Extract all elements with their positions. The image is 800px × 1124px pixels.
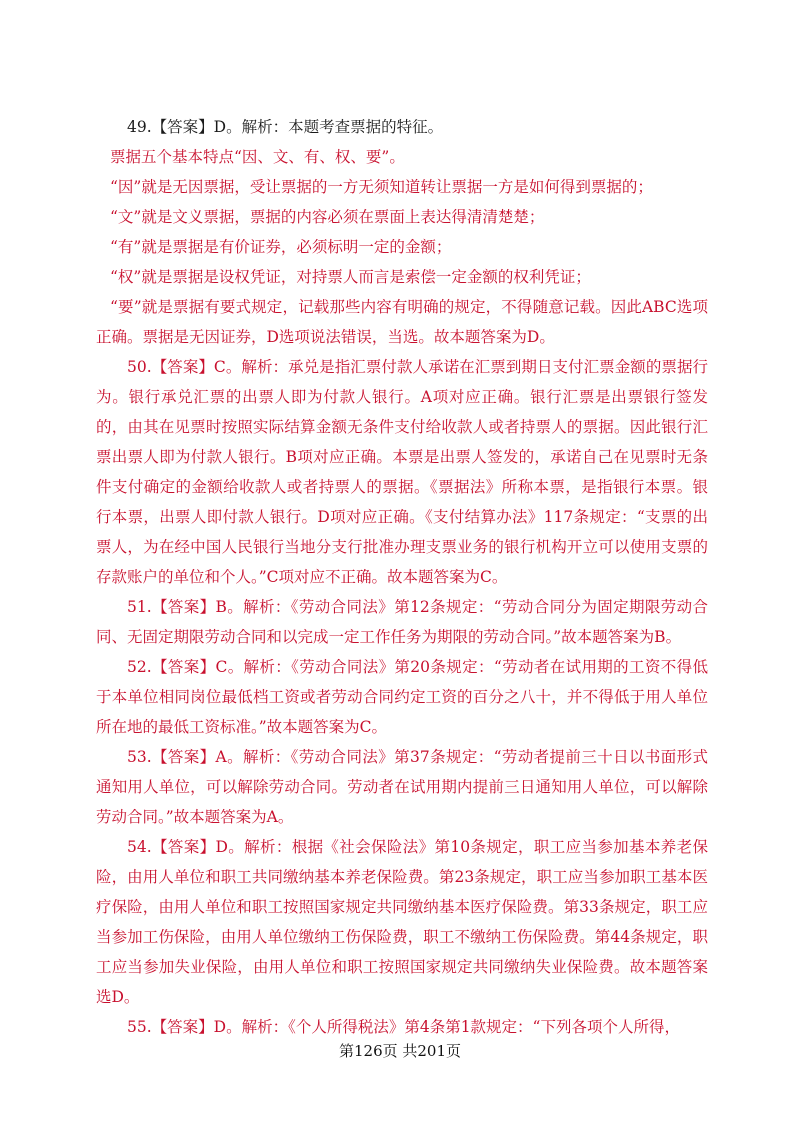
paragraph-q49-wen: “文”就是文义票据，票据的内容必须在票面上表达得清清楚楚；: [110, 208, 545, 226]
paragraph-q49-yao: “要”就是票据有要式规定，记载那些内容有明确的规定，不得随意记载。因此ABC选项正确。票据是无因证券，D选项说法错误，当选。故本题答案为D。: [96, 298, 708, 346]
paragraph-q50: 50.【答案】C。解析：承兑是指汇票付款人承诺在汇票到期日支付汇票金额的票据行为。银行承兑汇票的出票人即为付款人银行。A项对应正确。银行汇票是出票银行签发的，由其在见票时按照实际结算金额无条件支付给收款人或者持票人的票据。因此银行汇票出票人即为付款人银行。B项对应正确。本票是出票人签发的，承诺自己在见票时无条件支付确定的金额给收款人或者持票人的票据。《票据法》所称本票，是指银行本票。银行本票，出票人即付款人银行。D项对应正确。《支付结算办法》117条规定：“支票的出票人，为在经中国人民银行当地分支行批准办理支票业务的银行机构开立可以使用支票的存款账户的单位和个人。”C项对应不正确。故本题答案为C。: [96, 358, 708, 586]
paragraph-q51: 51.【答案】B。解析：《劳动合同法》第12条规定：“劳动合同分为固定期限劳动合同、无固定期限劳动合同和以完成一定工作任务为期限的劳动合同。”故本题答案为B。: [96, 598, 708, 646]
paragraph-q52: 52.【答案】C。解析：《劳动合同法》第20条规定：“劳动者在试用期的工资不得低于本单位相同岗位最低档工资或者劳动合同约定工资的百分之八十，并不得低于用人单位所在地的最低工资标准。”故本题答案为C。: [96, 658, 708, 736]
paragraph-q55: 55.【答案】D。解析：《个人所得税法》第4条第1款规定：“下列各项个人所得，: [127, 1018, 680, 1036]
paragraph-q49-you: “有”就是票据是有价证券，必须标明一定的金额；: [110, 238, 452, 256]
page-footer: 第126页 共201页: [338, 1042, 462, 1060]
paragraph-q53: 53.【答案】A。解析：《劳动合同法》第37条规定：“劳动者提前三十日以书面形式通知用人单位，可以解除劳动合同。劳动者在试用期内提前三日通知用人单位，可以解除劳动合同。”故本题答案为A。: [96, 748, 708, 826]
paragraph-q49-header: 49.【答案】D。解析：本题考查票据的特征。: [127, 118, 444, 136]
paragraph-q49-quan: “权”就是票据是设权凭证，对持票人而言是索偿一定金额的权利凭证；: [110, 268, 591, 286]
answer-explanations: [96, 112, 708, 1042]
paragraph-q49-intro: 票据五个基本特点“因、文、有、权、要”。: [110, 148, 405, 166]
paragraph-q49-yin: “因”就是无因票据，受让票据的一方无须知道转让票据一方是如何得到票据的；: [110, 178, 653, 196]
paragraph-q54: 54.【答案】D。解析：根据《社会保险法》第10条规定，职工应当参加基本养老保险，由用人单位和职工共同缴纳基本养老保险费。第23条规定，职工应当参加职工基本医疗保险，由用人单位和职工按照国家规定共同缴纳基本医疗保险费。第33条规定，职工应当参加工伤保险，由用人单位缴纳工伤保险费，职工不缴纳工伤保险费。第44条规定，职工应当参加失业保险，由用人单位和职工按照国家规定共同缴纳失业保险费。故本题答案选D。: [96, 838, 708, 1006]
